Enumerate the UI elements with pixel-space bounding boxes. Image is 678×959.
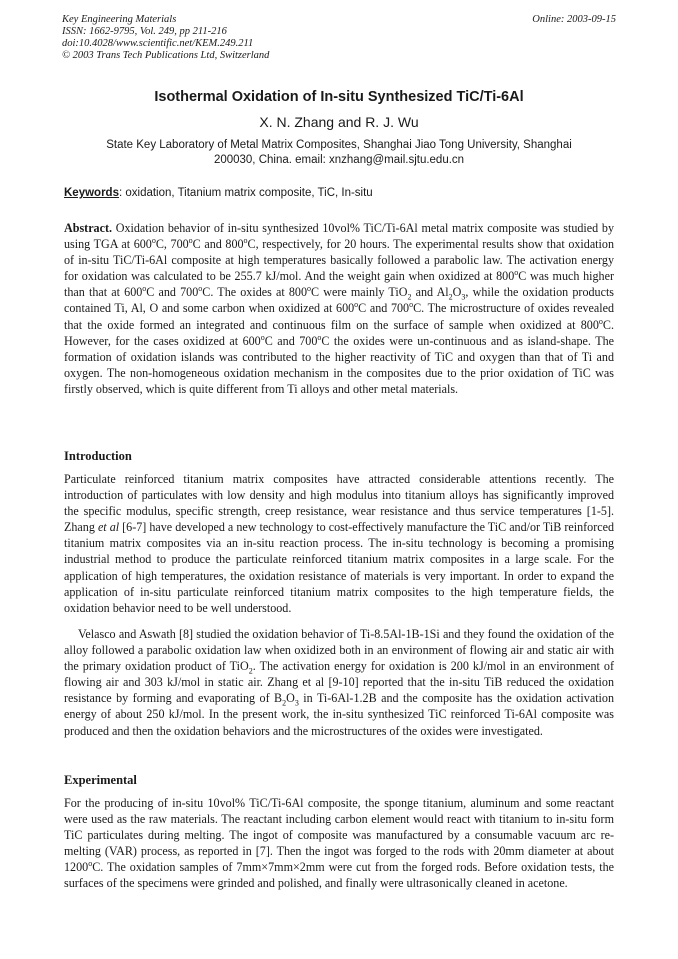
exp-text: For the producing of in-situ 10vol% TiC/Ti-6Al composite, the sponge titanium, aluminum and some reactant were used as the raw materials. The reactant including carbon element would react with titanium to in-situ form TiC particulates during melting. The ingot of composite was manufactured by a consumable vacuum arc re-melting (VAR) process, as reported in [7]. Then the ingot was forged to the rods with 20mm diameter at about 1200 <box>64 796 614 875</box>
intro-text: O <box>286 691 295 706</box>
affiliation <box>82 138 596 167</box>
author-list: X. N. Zhang and R. J. Wu <box>259 114 419 130</box>
affiliation-line-1: State Key Laboratory of Metal Matrix Composites, Shanghai Jiao Tong University, Shanghai <box>106 139 572 151</box>
sup: o <box>307 284 312 294</box>
abstract-text: C and 800 <box>192 237 244 252</box>
intro-text: Particulate reinforced titanium matrix composites have attracted considerable attentions recently. The introduction of particulates with low density and high modulus into titanium alloys has significantly improved the specific modulus, specific strength, creep resistance, wear resistance and thus service temperatures [1-5]. Zhang <box>64 472 614 535</box>
issn-line: ISSN: 1662-9795, Vol. 249, pp 211-216 <box>62 26 227 37</box>
abstract-label: Abstract. <box>64 221 113 235</box>
abstract-text: C. However, for the cases oxidized at 600 <box>64 317 614 348</box>
intro-text: [6-7] have developed a new technology to cost-effectively manufacture the TiC and/or TiB reinforced titanium matrix composites via an in-situ reaction process. The in-situ technology is becoming a promising industrial method to produce the particulate reinforced titanium matrix composites in a large scale. For the application of high temperatures, the oxidation resistance of materials is very important. In order to expand the application of in-situ particulate reinforced titanium matrix composites to the high temperature fields, the oxidation behavior need to be well understood. <box>64 520 615 615</box>
sub: 2 <box>407 292 412 302</box>
sup: o <box>243 236 248 246</box>
intro-text: Velasco and Aswath [8] studied the oxidation behavior of Ti-8.5Al-1B-1Si and they found the oxidation of the alloy followed a parabolic oxidation law when oxidized both in an environment of flowing air and static air with the primary oxidation product of TiO <box>64 627 614 674</box>
sup: o <box>88 859 93 869</box>
abstract-text: C. The microstructure of oxides revealed that the oxide formed an integrated and continuous film on the surface of sample when oxidized at 800 <box>64 301 615 332</box>
abstract-text: C and 700 <box>146 285 199 300</box>
abstract-text: C, respectively, for 20 hours. The experimental results show that oxidation of in-situ TiC/Ti-6Al composite at high temperatures basically followed a parabolic law. The activation energy for oxidation was calculated to be 255.7 kJ/mol. And the weight gain when oxidized at 800 <box>64 237 614 284</box>
sub: 3 <box>461 292 466 302</box>
exp-text: C. The oxidation samples of 7mm×7mm×2mm were cut from the forged rods. Before oxidation tests, the surfaces of the specimens were grinded and polished, and finally were ultrasonically cleaned in acetone. <box>64 860 614 891</box>
abstract-text: C. The oxides at 800 <box>202 285 308 300</box>
sub: 2 <box>282 698 287 708</box>
journal-name: Key Engineering Materials <box>62 14 177 25</box>
sup: o <box>188 236 193 246</box>
abstract-text: C and 700 <box>264 333 318 348</box>
abstract-text: and Al <box>411 285 449 300</box>
sup: o <box>317 332 322 342</box>
sup: o <box>198 284 203 294</box>
keywords-text: oxidation, Titanium matrix composite, TiC, In-situ <box>122 187 373 199</box>
keywords-separator: : <box>118 187 123 199</box>
sup: o <box>142 284 147 294</box>
introduction-heading: Introduction <box>64 449 132 463</box>
intro-text: in Ti-6Al-1.2B and the composite has the oxidation activation energy of about 250 kJ/mol. In the present work, the in-situ synthesized TiC reinforced Ti-6Al composite was produced and then the oxidation behaviors and the microstructures of the oxides were investigated. <box>64 691 615 738</box>
abstract-text: C and 700 <box>358 301 410 316</box>
sup: o <box>260 332 265 342</box>
paper-title: Isothermal Oxidation of In-situ Synthesized TiC/Ti-6Al <box>154 89 524 105</box>
abstract-text: O <box>452 285 462 300</box>
keywords <box>64 187 616 199</box>
abstract-text: C, 700 <box>155 237 189 252</box>
journal-header <box>62 14 616 62</box>
abstract-paragraph <box>64 220 614 397</box>
doi-line[interactable]: doi:10.4028/www.scientific.net/KEM.249.211 <box>62 38 254 49</box>
experimental-heading: Experimental <box>64 773 137 787</box>
affiliation-line-2: 200030, China. email: xnzhang@mail.sjtu.edu.cn <box>213 153 465 166</box>
sup: o <box>598 316 603 326</box>
abstract-text: C was much higher than that at 600 <box>64 269 614 300</box>
abstract-text: , while the oxidation products contained Ti, Al, O and some carbon when oxidized at 600 <box>64 285 615 316</box>
sup: o <box>151 236 156 246</box>
sup: o <box>354 300 359 310</box>
experimental-paragraph-1 <box>64 795 614 892</box>
sup: o <box>409 300 414 310</box>
abstract-text: C were mainly TiO <box>311 285 408 300</box>
sub: 2 <box>248 666 253 676</box>
introduction-paragraph-1 <box>64 471 614 616</box>
online-date: Online: 2003-09-15 <box>532 14 616 25</box>
sub: 3 <box>294 698 299 708</box>
keywords-label: Keywords <box>64 187 119 199</box>
intro-italic: et al <box>97 520 120 535</box>
abstract-text: C the oxides were un-continuous and as island-shape. The formation of oxidation islands was contributed to the higher reactivity of TiC and oxygen than that of Ti and oxygen. The non-homogeneous oxidation mechanism in the composites due to the prior oxidation of TiC was firstly observed, which is quite different from Ti alloys and other metal materials. <box>64 333 614 396</box>
copyright-line: © 2003 Trans Tech Publications Ltd, Switzerland <box>62 50 270 61</box>
intro-text: . The activation energy for oxidation is 200 kJ/mol in an environment of flowing air and 303 kJ/mol in static air. Zhang et al [9-10] reported that the in-situ TiB reduced the oxidation resistance by forming and evaporating of B <box>64 659 614 706</box>
introduction-paragraph-2 <box>64 626 614 739</box>
abstract-text: Oxidation behavior of in-situ synthesized 10vol% TiC/Ti-6Al metal matrix composite was studied by using TGA at 600 <box>64 221 614 252</box>
sup: o <box>514 268 519 278</box>
sub: 2 <box>448 292 453 302</box>
